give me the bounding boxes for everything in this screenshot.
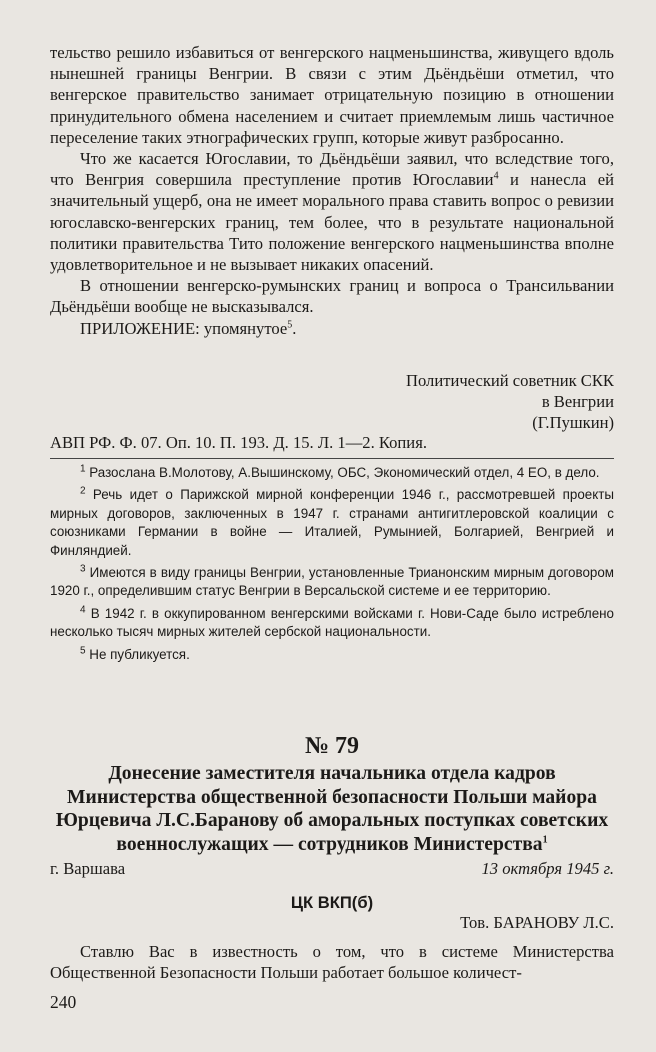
page-number-block bbox=[50, 992, 614, 1013]
signature-location: в Венгрии bbox=[541, 392, 614, 412]
addressee: ЦК ВКП(б) bbox=[290, 893, 374, 912]
footnote-number: 5 bbox=[80, 645, 86, 657]
separator-line bbox=[50, 458, 614, 459]
appendix-text: ПРИЛОЖЕНИЕ: упомянутое bbox=[80, 318, 288, 338]
signature-title: Политический советник СКК bbox=[405, 371, 614, 390]
place-date bbox=[50, 858, 614, 879]
archive-reference: АВП РФ. Ф. 07. Оп. 10. П. 193. Д. 15. Л. 1—2. Копия. bbox=[50, 433, 427, 452]
recipient-block bbox=[50, 912, 614, 933]
recipient: Тов. БАРАНОВУ Л.С. bbox=[460, 913, 614, 932]
footnote-number: 4 bbox=[80, 604, 86, 616]
footnote-text: Речь идет о Парижской мирной конференции 1946 г., рассмотревшей проекты мирных договоров, заключенных в 1947 г. странами антигитлеровской коалиции с союзниками Германии в войне — Италией, Румынией, Болгарией, Венгрией и Финляндией. bbox=[50, 487, 614, 558]
footnote-ref-5: 5 bbox=[287, 319, 293, 331]
footnote-number: 2 bbox=[80, 485, 86, 497]
opening-block bbox=[50, 941, 614, 983]
footnote bbox=[50, 486, 614, 560]
footnotes bbox=[50, 464, 614, 664]
page-number: 240 bbox=[50, 992, 77, 1012]
document-title bbox=[50, 762, 614, 856]
document-place: г. Варшава bbox=[50, 859, 126, 878]
paragraph-1: тельство решило избавиться от венгерского нацменьшинства, живущего вдоль нынешней границы Венгрии. В связи с этим Дьёндьёши отметил, что венгерское правительство занимает отрицательную позицию в отношении принудительного обмена населением и считает приемлемым лишь частичное переселение таких этнографических групп, которые живут разбросанно. bbox=[50, 43, 614, 147]
footnote-text: В 1942 г. в оккупированном венгерскими войсками г. Нови-Саде было истреблено несколько тысяч мирных жителей сербской национальности. bbox=[50, 605, 614, 640]
footnote-text: Имеются в виду границы Венгрии, установленные Трианонским мирным договором 1920 г., определившим статус Венгрии в Версальской системе и ее территорию. bbox=[50, 565, 614, 599]
footnote-text: Разослана В.Молотову, А.Вышинскому, ОБС, Экономический отдел, 4 ЕО, в дело. bbox=[85, 465, 600, 480]
archive-reference-block bbox=[50, 432, 614, 453]
footnote-text: Не публикуется. bbox=[85, 646, 190, 662]
signature-name: (Г.Пушкин) bbox=[532, 413, 614, 433]
opening-paragraph: Ставлю Вас в известность о том, что в системе Министерства Общественной Безопасности Польши работает большое количест- bbox=[50, 942, 614, 983]
footnote-number: 3 bbox=[80, 563, 86, 575]
footnote bbox=[50, 646, 614, 664]
footnote bbox=[50, 564, 614, 601]
appendix-line bbox=[50, 318, 614, 339]
paragraph-2-part-a: Что же касается Югославии, то Дьёндьёши заявил, что вследствие того, что Венгрия совершила преступление против Югославии bbox=[50, 149, 614, 190]
paragraph-2 bbox=[50, 148, 614, 275]
document-date: 13 октября 1945 г. bbox=[481, 859, 614, 878]
footnote bbox=[50, 605, 614, 642]
footnote-number: 1 bbox=[80, 463, 86, 475]
footnote-ref-4: 4 bbox=[493, 170, 499, 182]
place-date-row bbox=[50, 858, 614, 879]
footnote-ref-1: 1 bbox=[542, 834, 548, 846]
document-title-text: Донесение заместителя начальника отдела кадров Министерства общественной безопасности Польши майора Юрцевича Л.С.Баранову об аморальных поступках советских военнослужащих — сотрудников Министерства bbox=[55, 763, 609, 855]
signature-block bbox=[50, 370, 614, 434]
body-text bbox=[50, 42, 614, 339]
addressee-block bbox=[50, 893, 614, 913]
document-number: № 79 bbox=[304, 733, 360, 759]
document-heading bbox=[50, 732, 614, 856]
footnote-separator bbox=[50, 458, 614, 459]
paragraph-2-part-b: и нанесла ей значительный ущерб, она не имеет морального права ставить вопрос о ревизии югославско-венгерских границ, тем более, что в результате национальной политики правительства Тито положение венгерского нацменьшинства вполне удовлетворительное и не вызывает никаких опасений. bbox=[50, 170, 614, 275]
paragraph-3: В отношении венгерско-румынских границ и вопроса о Трансильвании Дьёндьёши вообще не высказывался. bbox=[50, 276, 614, 317]
footnote bbox=[50, 464, 614, 482]
appendix-period: . bbox=[292, 318, 297, 338]
